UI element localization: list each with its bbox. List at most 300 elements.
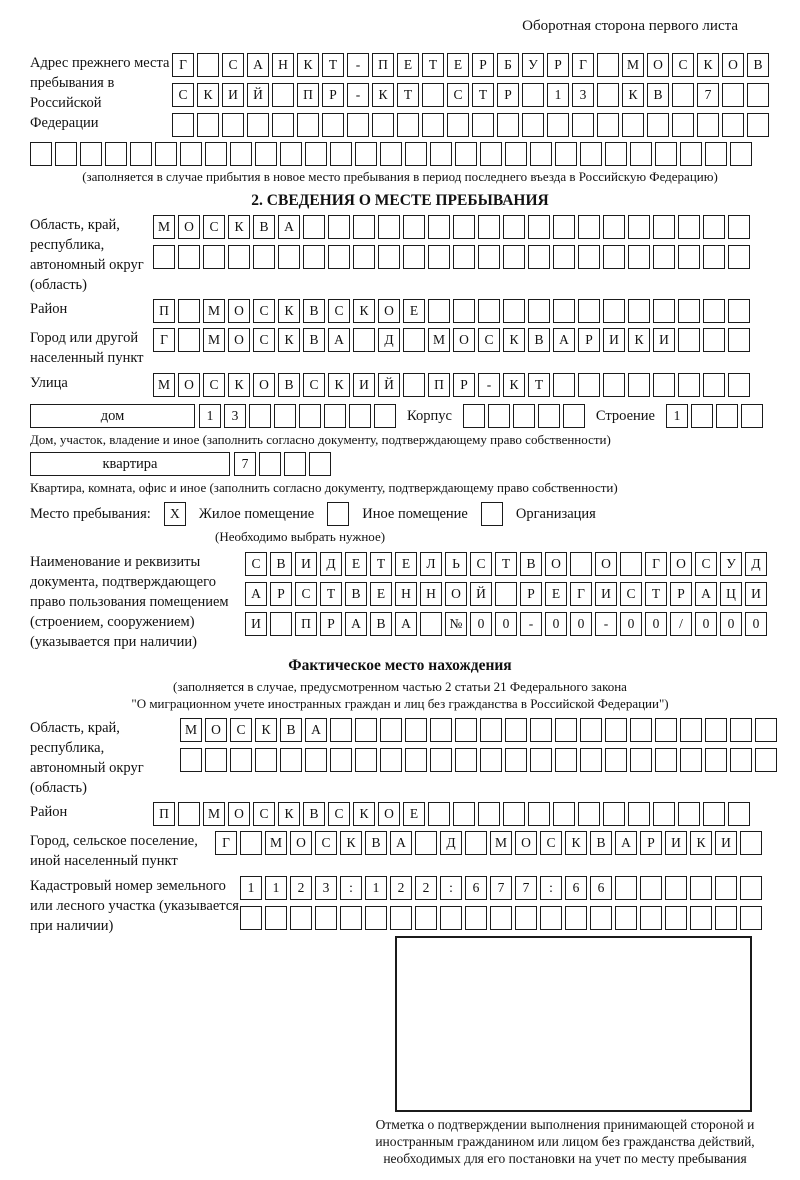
form-cell[interactable]: Г — [572, 53, 594, 77]
form-cell[interactable]: А — [278, 215, 300, 239]
form-cell[interactable] — [728, 328, 750, 352]
form-cell[interactable] — [728, 299, 750, 323]
form-cell[interactable] — [555, 142, 577, 166]
form-cell[interactable] — [284, 452, 306, 476]
form-cell[interactable] — [653, 802, 675, 826]
form-cell[interactable] — [278, 245, 300, 269]
form-cell[interactable] — [55, 142, 77, 166]
form-cell[interactable] — [655, 718, 677, 742]
form-cell[interactable] — [330, 718, 352, 742]
form-cell[interactable]: 1 — [365, 876, 387, 900]
form-cell[interactable] — [728, 373, 750, 397]
form-cell[interactable]: К — [565, 831, 587, 855]
form-cell[interactable] — [603, 299, 625, 323]
form-cell[interactable] — [240, 906, 262, 930]
form-cell[interactable] — [178, 245, 200, 269]
form-cell[interactable] — [628, 373, 650, 397]
form-cell[interactable] — [740, 906, 762, 930]
form-cell[interactable]: С — [470, 552, 492, 576]
form-cell[interactable] — [280, 142, 302, 166]
form-cell[interactable] — [528, 215, 550, 239]
form-cell[interactable]: А — [695, 582, 717, 606]
form-cell[interactable] — [603, 245, 625, 269]
form-cell[interactable] — [330, 748, 352, 772]
form-cell[interactable]: 1 — [666, 404, 688, 428]
form-cell[interactable]: М — [490, 831, 512, 855]
form-cell[interactable] — [503, 299, 525, 323]
form-cell[interactable]: Й — [247, 83, 269, 107]
form-cell[interactable] — [403, 328, 425, 352]
form-cell[interactable] — [178, 802, 200, 826]
form-cell[interactable] — [678, 245, 700, 269]
form-cell[interactable]: 1 — [265, 876, 287, 900]
form-cell[interactable] — [155, 142, 177, 166]
form-cell[interactable]: В — [747, 53, 769, 77]
form-cell[interactable] — [528, 245, 550, 269]
form-cell[interactable]: К — [622, 83, 644, 107]
form-cell[interactable] — [422, 113, 444, 137]
form-cell[interactable] — [380, 718, 402, 742]
form-cell[interactable] — [730, 142, 752, 166]
form-cell[interactable] — [530, 142, 552, 166]
form-cell[interactable] — [578, 215, 600, 239]
form-cell[interactable]: С — [328, 299, 350, 323]
form-cell[interactable]: Г — [645, 552, 667, 576]
form-cell[interactable]: В — [303, 299, 325, 323]
form-cell[interactable]: Т — [528, 373, 550, 397]
form-cell[interactable]: : — [540, 876, 562, 900]
form-cell[interactable] — [630, 142, 652, 166]
form-cell[interactable]: О — [228, 328, 250, 352]
form-cell[interactable] — [728, 245, 750, 269]
form-cell[interactable] — [453, 299, 475, 323]
form-cell[interactable]: С — [620, 582, 642, 606]
form-cell[interactable]: Г — [215, 831, 237, 855]
form-cell[interactable] — [697, 113, 719, 137]
form-cell[interactable] — [380, 748, 402, 772]
form-cell[interactable] — [553, 245, 575, 269]
form-cell[interactable]: И — [595, 582, 617, 606]
form-cell[interactable] — [415, 906, 437, 930]
form-cell[interactable] — [378, 245, 400, 269]
form-cell[interactable]: 3 — [315, 876, 337, 900]
form-cell[interactable]: И — [353, 373, 375, 397]
form-cell[interactable] — [503, 245, 525, 269]
form-cell[interactable]: Е — [447, 53, 469, 77]
form-cell[interactable] — [80, 142, 102, 166]
form-cell[interactable]: 0 — [495, 612, 517, 636]
form-cell[interactable]: В — [590, 831, 612, 855]
form-cell[interactable]: С — [230, 718, 252, 742]
form-cell[interactable]: В — [303, 802, 325, 826]
form-cell[interactable] — [615, 906, 637, 930]
form-cell[interactable] — [528, 802, 550, 826]
form-cell[interactable] — [572, 113, 594, 137]
form-cell[interactable] — [605, 718, 627, 742]
form-cell[interactable] — [355, 142, 377, 166]
form-cell[interactable] — [353, 328, 375, 352]
form-cell[interactable]: 0 — [745, 612, 767, 636]
form-cell[interactable] — [555, 748, 577, 772]
form-cell[interactable] — [380, 142, 402, 166]
form-cell[interactable] — [463, 404, 485, 428]
form-cell[interactable] — [672, 83, 694, 107]
form-cell[interactable] — [640, 906, 662, 930]
form-cell[interactable]: У — [720, 552, 742, 576]
form-cell[interactable]: О — [290, 831, 312, 855]
form-cell[interactable] — [553, 215, 575, 239]
form-cell[interactable] — [420, 612, 442, 636]
form-cell[interactable]: П — [153, 299, 175, 323]
form-cell[interactable] — [505, 748, 527, 772]
form-cell[interactable]: 1 — [547, 83, 569, 107]
form-cell[interactable]: 0 — [720, 612, 742, 636]
form-cell[interactable]: С — [315, 831, 337, 855]
form-cell[interactable] — [415, 831, 437, 855]
form-cell[interactable] — [705, 718, 727, 742]
form-cell[interactable] — [715, 906, 737, 930]
form-cell[interactable] — [603, 373, 625, 397]
form-cell[interactable]: Р — [547, 53, 569, 77]
form-cell[interactable]: Р — [322, 83, 344, 107]
form-cell[interactable]: К — [228, 373, 250, 397]
form-cell[interactable]: В — [370, 612, 392, 636]
form-cell[interactable]: 7 — [234, 452, 256, 476]
form-cell[interactable]: К — [340, 831, 362, 855]
form-cell[interactable]: Т — [645, 582, 667, 606]
form-cell[interactable]: Р — [640, 831, 662, 855]
form-cell[interactable] — [405, 142, 427, 166]
form-cell[interactable]: К — [503, 373, 525, 397]
form-cell[interactable] — [505, 718, 527, 742]
form-cell[interactable]: П — [372, 53, 394, 77]
form-cell[interactable] — [497, 113, 519, 137]
form-cell[interactable]: - — [595, 612, 617, 636]
form-cell[interactable] — [715, 876, 737, 900]
form-cell[interactable] — [590, 906, 612, 930]
form-cell[interactable]: О — [378, 802, 400, 826]
form-cell[interactable]: К — [297, 53, 319, 77]
form-cell[interactable] — [297, 113, 319, 137]
form-cell[interactable]: П — [297, 83, 319, 107]
form-cell[interactable] — [230, 142, 252, 166]
form-cell[interactable] — [722, 83, 744, 107]
form-cell[interactable]: Ь — [445, 552, 467, 576]
form-cell[interactable]: С — [303, 373, 325, 397]
form-cell[interactable]: К — [228, 215, 250, 239]
form-cell[interactable] — [355, 718, 377, 742]
form-cell[interactable]: Г — [172, 53, 194, 77]
form-cell[interactable]: О — [228, 299, 250, 323]
checkbox-organization[interactable] — [481, 502, 503, 526]
form-cell[interactable] — [630, 718, 652, 742]
form-cell[interactable]: А — [328, 328, 350, 352]
form-cell[interactable] — [322, 113, 344, 137]
form-cell[interactable] — [597, 83, 619, 107]
form-cell[interactable] — [430, 718, 452, 742]
form-cell[interactable]: О — [595, 552, 617, 576]
form-cell[interactable]: 2 — [290, 876, 312, 900]
form-cell[interactable] — [309, 452, 331, 476]
form-cell[interactable] — [703, 802, 725, 826]
form-cell[interactable] — [703, 245, 725, 269]
form-cell[interactable]: В — [528, 328, 550, 352]
form-cell[interactable] — [655, 142, 677, 166]
form-cell[interactable]: / — [670, 612, 692, 636]
form-cell[interactable]: О — [378, 299, 400, 323]
form-cell[interactable] — [428, 215, 450, 239]
form-cell[interactable]: А — [553, 328, 575, 352]
form-cell[interactable] — [405, 748, 427, 772]
form-cell[interactable]: О — [647, 53, 669, 77]
form-cell[interactable]: М — [203, 802, 225, 826]
form-cell[interactable]: О — [445, 582, 467, 606]
form-cell[interactable] — [565, 906, 587, 930]
form-cell[interactable]: М — [180, 718, 202, 742]
form-cell[interactable]: О — [228, 802, 250, 826]
form-cell[interactable]: Р — [578, 328, 600, 352]
form-cell[interactable] — [522, 113, 544, 137]
form-cell[interactable] — [678, 802, 700, 826]
form-cell[interactable] — [578, 299, 600, 323]
form-cell[interactable] — [690, 876, 712, 900]
form-cell[interactable]: - — [478, 373, 500, 397]
form-cell[interactable]: И — [665, 831, 687, 855]
form-cell[interactable]: А — [390, 831, 412, 855]
form-cell[interactable] — [755, 718, 777, 742]
form-cell[interactable] — [205, 142, 227, 166]
form-cell[interactable] — [653, 245, 675, 269]
form-cell[interactable] — [690, 906, 712, 930]
form-cell[interactable] — [478, 299, 500, 323]
form-cell[interactable]: Г — [570, 582, 592, 606]
form-cell[interactable]: Д — [745, 552, 767, 576]
form-cell[interactable]: К — [697, 53, 719, 77]
form-cell[interactable]: П — [295, 612, 317, 636]
form-cell[interactable]: К — [255, 718, 277, 742]
form-cell[interactable] — [515, 906, 537, 930]
form-cell[interactable]: М — [622, 53, 644, 77]
form-cell[interactable] — [455, 748, 477, 772]
form-cell[interactable]: К — [372, 83, 394, 107]
form-cell[interactable]: Р — [520, 582, 542, 606]
form-cell[interactable]: 0 — [695, 612, 717, 636]
form-cell[interactable]: Н — [420, 582, 442, 606]
form-cell[interactable]: Е — [370, 582, 392, 606]
form-cell[interactable]: Г — [153, 328, 175, 352]
form-cell[interactable]: К — [278, 299, 300, 323]
form-cell[interactable]: - — [520, 612, 542, 636]
form-cell[interactable] — [630, 748, 652, 772]
form-cell[interactable]: В — [270, 552, 292, 576]
form-cell[interactable] — [578, 373, 600, 397]
form-cell[interactable] — [522, 83, 544, 107]
form-cell[interactable]: Т — [370, 552, 392, 576]
form-cell[interactable]: Е — [403, 299, 425, 323]
form-cell[interactable] — [253, 245, 275, 269]
form-cell[interactable]: 0 — [645, 612, 667, 636]
form-cell[interactable] — [530, 748, 552, 772]
form-cell[interactable]: К — [353, 299, 375, 323]
form-cell[interactable]: К — [278, 802, 300, 826]
form-cell[interactable]: И — [222, 83, 244, 107]
form-cell[interactable] — [703, 373, 725, 397]
form-cell[interactable] — [647, 113, 669, 137]
form-cell[interactable] — [703, 215, 725, 239]
form-cell[interactable] — [680, 718, 702, 742]
form-cell[interactable]: Е — [395, 552, 417, 576]
form-cell[interactable]: Е — [397, 53, 419, 77]
form-cell[interactable]: Р — [472, 53, 494, 77]
form-cell[interactable] — [555, 718, 577, 742]
form-cell[interactable]: 0 — [570, 612, 592, 636]
form-cell[interactable] — [547, 113, 569, 137]
form-cell[interactable] — [680, 142, 702, 166]
form-cell[interactable]: 7 — [515, 876, 537, 900]
form-cell[interactable] — [197, 53, 219, 77]
form-cell[interactable] — [397, 113, 419, 137]
form-cell[interactable]: Н — [272, 53, 294, 77]
checkbox-residential[interactable]: X — [164, 502, 186, 526]
form-cell[interactable] — [447, 113, 469, 137]
form-cell[interactable]: - — [347, 83, 369, 107]
form-cell[interactable] — [741, 404, 763, 428]
form-cell[interactable] — [378, 215, 400, 239]
form-cell[interactable] — [303, 245, 325, 269]
form-cell[interactable]: А — [395, 612, 417, 636]
form-cell[interactable] — [530, 718, 552, 742]
form-cell[interactable]: В — [345, 582, 367, 606]
form-cell[interactable] — [440, 906, 462, 930]
form-cell[interactable] — [730, 718, 752, 742]
form-cell[interactable] — [540, 906, 562, 930]
form-cell[interactable]: Т — [495, 552, 517, 576]
form-cell[interactable]: Т — [397, 83, 419, 107]
form-cell[interactable] — [265, 906, 287, 930]
form-cell[interactable] — [255, 748, 277, 772]
form-cell[interactable]: М — [153, 215, 175, 239]
form-cell[interactable] — [328, 245, 350, 269]
form-cell[interactable]: О — [253, 373, 275, 397]
form-cell[interactable] — [270, 612, 292, 636]
form-cell[interactable] — [722, 113, 744, 137]
form-cell[interactable]: К — [690, 831, 712, 855]
form-cell[interactable]: 6 — [565, 876, 587, 900]
form-cell[interactable]: 2 — [415, 876, 437, 900]
form-cell[interactable]: С — [253, 328, 275, 352]
form-cell[interactable] — [570, 552, 592, 576]
form-cell[interactable] — [422, 83, 444, 107]
form-cell[interactable]: Е — [545, 582, 567, 606]
form-cell[interactable] — [228, 245, 250, 269]
form-cell[interactable]: О — [722, 53, 744, 77]
form-cell[interactable]: Р — [270, 582, 292, 606]
form-cell[interactable]: 0 — [545, 612, 567, 636]
form-cell[interactable]: И — [653, 328, 675, 352]
form-cell[interactable]: Е — [345, 552, 367, 576]
form-cell[interactable]: Т — [320, 582, 342, 606]
form-cell[interactable] — [353, 245, 375, 269]
form-cell[interactable] — [330, 142, 352, 166]
form-cell[interactable]: П — [428, 373, 450, 397]
form-cell[interactable] — [678, 299, 700, 323]
form-cell[interactable] — [428, 802, 450, 826]
form-cell[interactable]: № — [445, 612, 467, 636]
form-cell[interactable] — [430, 748, 452, 772]
form-cell[interactable]: С — [245, 552, 267, 576]
form-cell[interactable]: 6 — [465, 876, 487, 900]
form-cell[interactable] — [453, 802, 475, 826]
form-cell[interactable]: О — [178, 215, 200, 239]
form-cell[interactable]: С — [253, 299, 275, 323]
form-cell[interactable]: С — [328, 802, 350, 826]
form-cell[interactable] — [472, 113, 494, 137]
form-cell[interactable] — [365, 906, 387, 930]
form-cell[interactable] — [703, 299, 725, 323]
form-cell[interactable] — [528, 299, 550, 323]
form-cell[interactable] — [153, 245, 175, 269]
form-cell[interactable]: Р — [320, 612, 342, 636]
form-cell[interactable]: В — [280, 718, 302, 742]
form-cell[interactable]: О — [205, 718, 227, 742]
form-cell[interactable] — [328, 215, 350, 239]
form-cell[interactable] — [628, 215, 650, 239]
form-cell[interactable] — [622, 113, 644, 137]
form-cell[interactable] — [305, 142, 327, 166]
form-cell[interactable] — [672, 113, 694, 137]
form-cell[interactable] — [478, 245, 500, 269]
form-cell[interactable]: Д — [440, 831, 462, 855]
form-cell[interactable]: И — [603, 328, 625, 352]
form-cell[interactable] — [597, 113, 619, 137]
form-cell[interactable]: 0 — [620, 612, 642, 636]
form-cell[interactable]: С — [695, 552, 717, 576]
form-cell[interactable]: 3 — [224, 404, 246, 428]
form-cell[interactable] — [180, 748, 202, 772]
form-cell[interactable] — [403, 245, 425, 269]
form-cell[interactable] — [130, 142, 152, 166]
form-cell[interactable] — [455, 142, 477, 166]
form-cell[interactable]: 1 — [199, 404, 221, 428]
form-cell[interactable] — [747, 113, 769, 137]
form-cell[interactable]: К — [353, 802, 375, 826]
form-cell[interactable] — [197, 113, 219, 137]
form-cell[interactable]: М — [428, 328, 450, 352]
form-cell[interactable]: А — [345, 612, 367, 636]
form-cell[interactable]: А — [615, 831, 637, 855]
form-cell[interactable] — [653, 215, 675, 239]
form-cell[interactable] — [691, 404, 713, 428]
form-cell[interactable]: А — [245, 582, 267, 606]
form-cell[interactable]: С — [672, 53, 694, 77]
form-cell[interactable] — [353, 215, 375, 239]
form-cell[interactable] — [349, 404, 371, 428]
form-cell[interactable]: 2 — [390, 876, 412, 900]
form-cell[interactable]: С — [203, 373, 225, 397]
form-cell[interactable] — [374, 404, 396, 428]
form-cell[interactable]: К — [503, 328, 525, 352]
form-cell[interactable]: В — [647, 83, 669, 107]
form-cell[interactable] — [605, 748, 627, 772]
form-cell[interactable] — [597, 53, 619, 77]
form-cell[interactable]: С — [540, 831, 562, 855]
form-cell[interactable] — [730, 748, 752, 772]
form-cell[interactable] — [272, 113, 294, 137]
form-cell[interactable]: Р — [453, 373, 475, 397]
form-cell[interactable] — [705, 748, 727, 772]
form-cell[interactable] — [716, 404, 738, 428]
form-cell[interactable]: 7 — [490, 876, 512, 900]
